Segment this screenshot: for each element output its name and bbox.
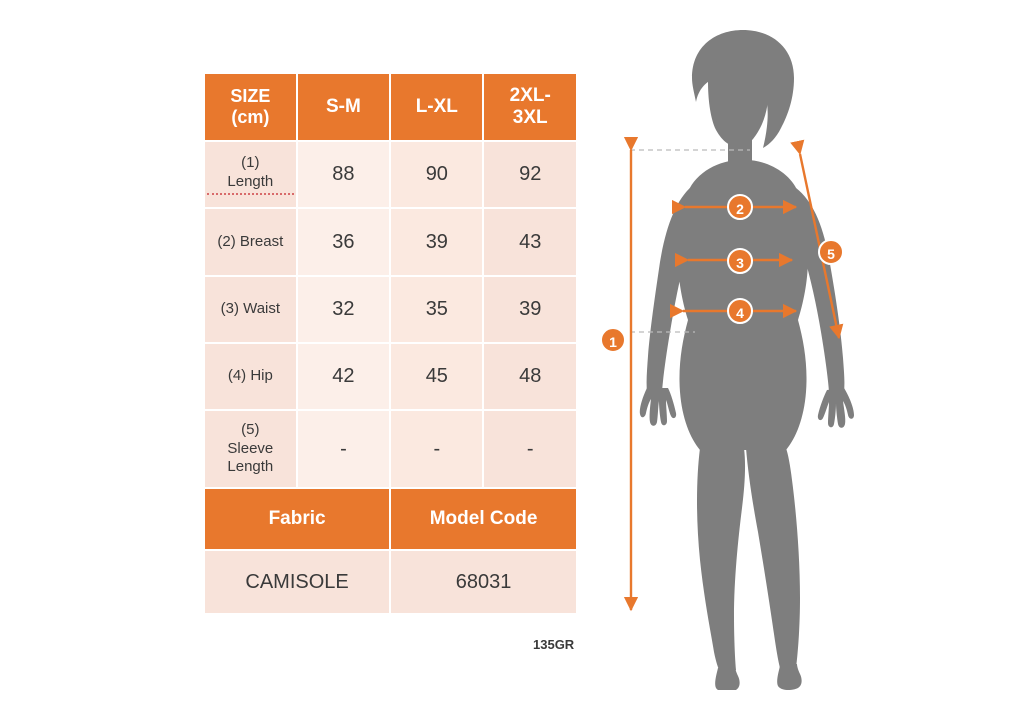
header-size-cm (204, 73, 297, 141)
table-row (204, 276, 577, 343)
table-footer-value-row (204, 550, 577, 614)
table-footer-header-row (204, 488, 577, 550)
cell-sleeve-s-m: - (297, 410, 390, 488)
fabric-weight-caption: 135GR (533, 637, 575, 652)
cell-hip-2xl-3xl: 48 (483, 343, 577, 410)
row-label-waist: (3) Waist (204, 276, 297, 343)
measure-badge-2: 2 (727, 194, 753, 220)
cell-length-2xl-3xl: 92 (483, 141, 577, 208)
row-label-length-line1: (1) (241, 154, 260, 172)
cell-length-l-xl: 90 (390, 141, 483, 208)
size-table (203, 72, 578, 615)
cell-waist-2xl-3xl: 39 (483, 276, 577, 343)
cell-breast-2xl-3xl: 43 (483, 208, 577, 276)
header-size-line2: (cm) (231, 107, 270, 127)
footer-label-fabric: Fabric (204, 488, 390, 550)
header-size-line1: SIZE (230, 86, 271, 107)
female-body-silhouette (640, 30, 854, 690)
table-header-row (204, 73, 577, 141)
cell-hip-s-m: 42 (297, 343, 390, 410)
cell-breast-s-m: 36 (297, 208, 390, 276)
row-label-sleeve-line1: (5) (241, 420, 260, 438)
row-label-length (204, 141, 297, 208)
header-s-m: S-M (297, 73, 390, 141)
measure-badge-1: 1 (600, 327, 626, 353)
row-label-sleeve-line2: Sleeve (227, 439, 274, 457)
cell-breast-l-xl: 39 (390, 208, 483, 276)
cell-waist-s-m: 32 (297, 276, 390, 343)
table-row (204, 343, 577, 410)
header-l-xl: L-XL (390, 73, 483, 141)
measure-badge-3: 3 (727, 248, 753, 274)
footer-value-fabric: CAMISOLE (204, 550, 390, 614)
row-label-length-line2: Length (207, 173, 294, 195)
measurement-figure (600, 20, 1010, 690)
female-silhouette-diagram (600, 20, 1010, 690)
measure-badge-4: 4 (727, 298, 753, 324)
table-row (204, 208, 577, 276)
table-row (204, 141, 577, 208)
table-row (204, 410, 577, 488)
header-2xl-3xl (483, 73, 577, 141)
header-2xl-line2: 3XL (512, 107, 548, 128)
row-label-sleeve-line3: Length (227, 458, 274, 476)
row-label-sleeve-length (204, 410, 297, 488)
measure-badge-5: 5 (818, 239, 844, 265)
cell-length-s-m: 88 (297, 141, 390, 208)
header-2xl-line1: 2XL- (509, 85, 551, 107)
row-label-breast: (2) Breast (204, 208, 297, 276)
footer-value-model-code: 68031 (390, 550, 577, 614)
row-label-hip: (4) Hip (204, 343, 297, 410)
cell-hip-l-xl: 45 (390, 343, 483, 410)
footer-label-model-code: Model Code (390, 488, 577, 550)
cell-sleeve-2xl-3xl: - (483, 410, 577, 488)
cell-waist-l-xl: 35 (390, 276, 483, 343)
cell-sleeve-l-xl: - (390, 410, 483, 488)
